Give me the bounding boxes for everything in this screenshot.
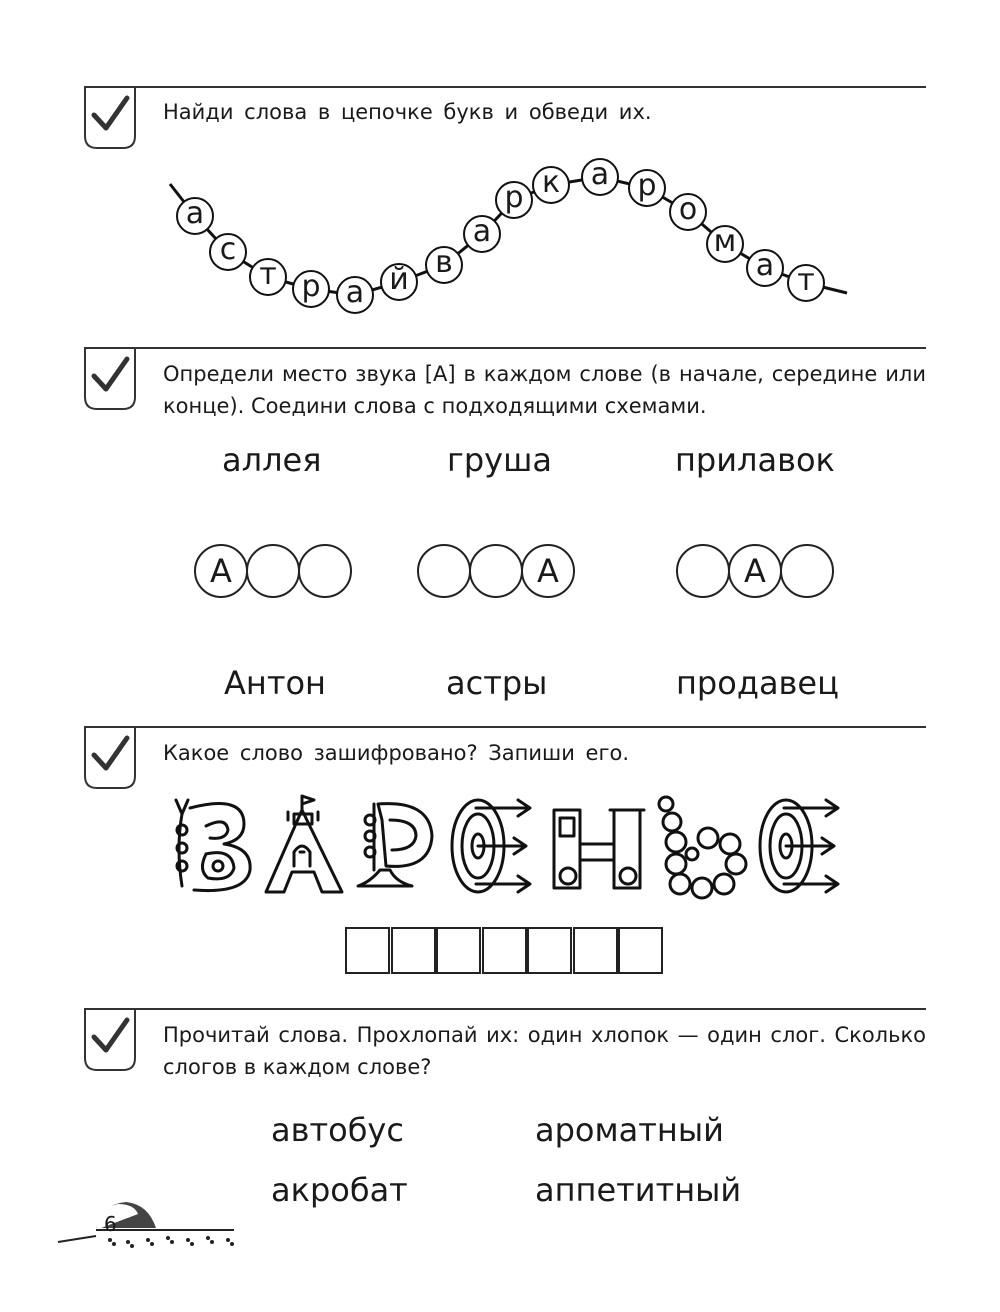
sound-scheme-circle [676, 544, 730, 598]
answer-cell[interactable] [391, 927, 436, 974]
syllable-word: автобус [271, 1111, 404, 1149]
chain-letter-bead: к [532, 166, 570, 204]
task2-instruction: Определи место звука [А] в каждом слове (в начале, середине или конце). Соедини слова с подходящими схемами. [163, 362, 926, 418]
answer-cell[interactable] [527, 927, 572, 974]
chain-letter-bead: о [669, 193, 707, 231]
task4-instruction: Прочитай слова. Прохлопай их: один хлопок — один слог. Сколько слогов в каждом слове? [163, 1023, 926, 1079]
trumpet-letter-icon [358, 804, 432, 886]
answer-cell[interactable] [573, 927, 618, 974]
checkmark-icon [84, 347, 136, 411]
chain-letter-bead: р [628, 169, 666, 207]
chain-letter-bead: с [209, 233, 247, 271]
section-divider [84, 347, 926, 349]
tower-letter-icon [266, 796, 342, 892]
target-letter-icon [452, 800, 530, 892]
chain-letter-bead: а [336, 276, 374, 314]
checkmark-icon [84, 726, 136, 790]
chain-letter-bead: р [292, 270, 330, 308]
chain-letter-bead: а [746, 249, 784, 287]
sound-scheme-circle: А [728, 544, 782, 598]
sound-scheme-circle: А [521, 544, 575, 598]
target-letter-icon [760, 800, 838, 892]
chain-letter-bead: т [787, 264, 825, 302]
checkmark-icon [84, 1008, 136, 1072]
word-bottom-2: астры [446, 664, 548, 702]
word-bottom-1: Антон [224, 664, 326, 702]
chain-letter-bead: а [176, 197, 214, 235]
butterfly-letter-icon [176, 800, 250, 891]
answer-cell[interactable] [345, 927, 390, 974]
syllable-word: акробат [271, 1171, 408, 1209]
chain-letter-bead: а [463, 215, 501, 253]
sound-scheme-circle: А [194, 544, 248, 598]
chain-letter-bead: й [380, 263, 418, 301]
task3-instruction: Какое слово зашифровано? Запиши его. [163, 741, 630, 765]
chain-letter-bead: а [581, 158, 619, 196]
word-top-2: груша [447, 441, 552, 479]
hill-footprints-decoration [56, 1196, 256, 1256]
section-divider [84, 726, 926, 728]
chain-letter-bead: р [495, 181, 533, 219]
answer-cell[interactable] [618, 927, 663, 974]
chain-letter-bead: т [249, 258, 287, 296]
beads-letter-icon [659, 797, 746, 898]
answer-cell[interactable] [482, 927, 527, 974]
sound-scheme-circle [246, 544, 300, 598]
word-bottom-3: продавец [676, 664, 839, 702]
chain-letter-bead: в [425, 246, 463, 284]
section-divider [84, 1008, 926, 1010]
answer-cell[interactable] [436, 927, 481, 974]
page-number: 6 [104, 1212, 117, 1236]
sound-scheme-circle [417, 544, 471, 598]
bead-chain-string [0, 0, 1000, 340]
task1-instruction: Найди слова в цепочке букв и обведи их. [163, 100, 652, 124]
train-letter-icon [554, 810, 644, 888]
word-top-3: прилавок [675, 441, 835, 479]
syllable-word: аппетитный [535, 1171, 742, 1209]
sound-scheme-circle [780, 544, 834, 598]
sound-scheme-circle [298, 544, 352, 598]
sound-scheme-circle [469, 544, 523, 598]
word-top-1: аллея [222, 441, 322, 479]
syllable-word: ароматный [535, 1111, 724, 1149]
chain-letter-bead: м [706, 225, 744, 263]
rebus-picture-letters [160, 790, 850, 900]
